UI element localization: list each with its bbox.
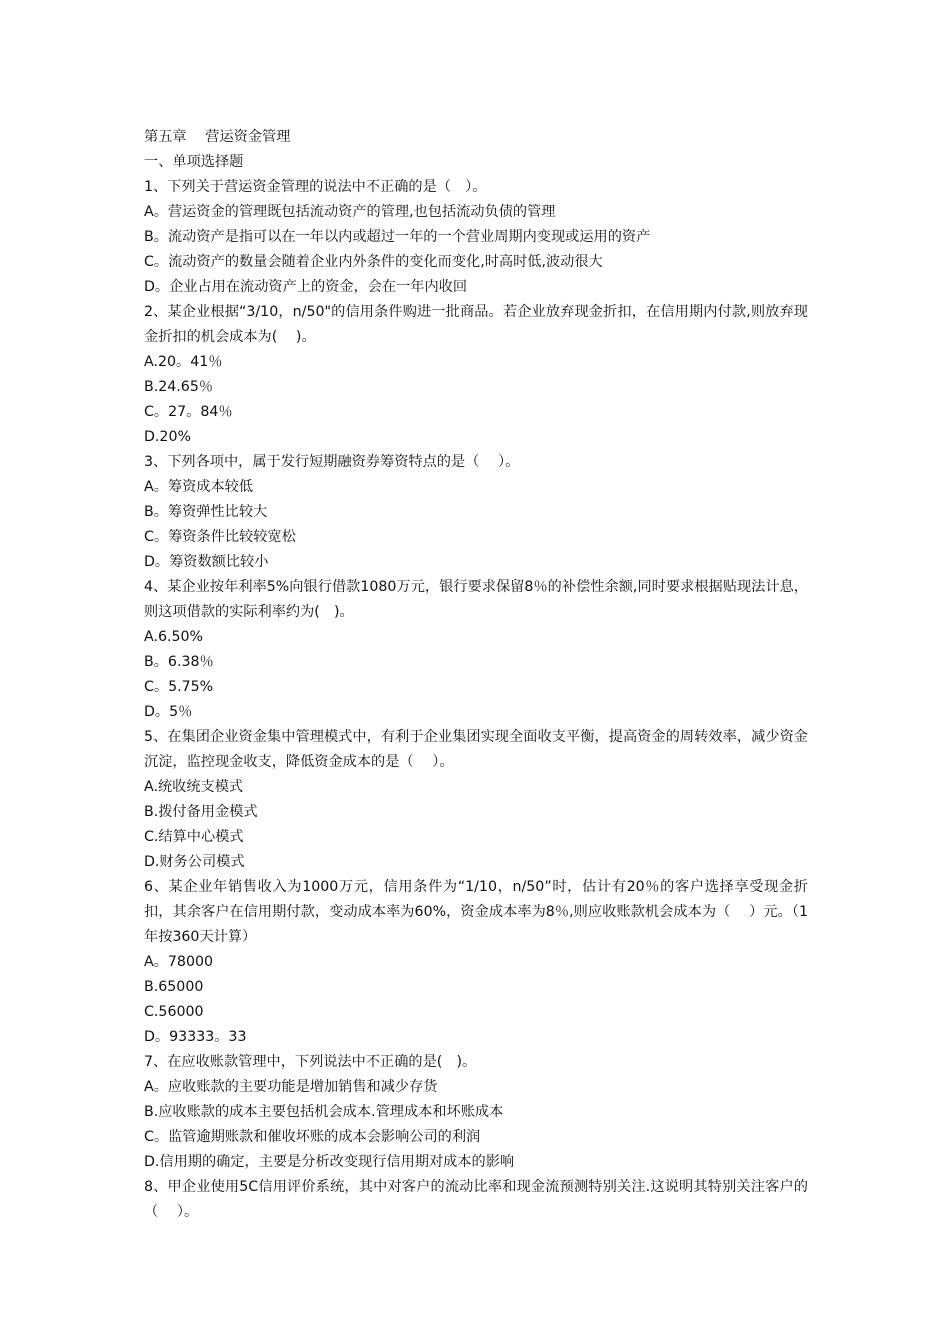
option: D。5％: [144, 704, 193, 720]
option: B。筹资弹性比较大: [144, 504, 268, 520]
question-stem: 5、在集团企业资金集中管理模式中，有利于企业集团实现全面收支平衡，提高资金的周转效率，减少资金沉淀，监控现金收支，降低资金成本的是（ ）。: [144, 729, 808, 770]
option: D.20%: [144, 429, 191, 445]
option: A。应收账款的主要功能是增加销售和减少存货: [144, 1079, 438, 1095]
option: A.20。41％: [144, 354, 223, 370]
option: A。营运资金的管理既包括流动资产的管理,也包括流动负债的管理: [144, 204, 556, 220]
option: B.65000: [144, 979, 204, 995]
option: D。93333。33: [144, 1029, 247, 1045]
option: B。流动资产是指可以在一年以内或超过一年的一个营业周期内变现或运用的资产: [144, 229, 651, 245]
option: D.信用期的确定，主要是分析改变现行信用期对成本的影响: [144, 1154, 515, 1170]
option: C。监管逾期账款和催收坏账的成本会影响公司的利润: [144, 1129, 481, 1145]
question-stem: 4、某企业按年利率5%向银行借款1080万元，银行要求保留8％的补偿性余额,同时要求根据贴现法计息，则这项借款的实际利率约为( )。: [144, 579, 808, 620]
option: B.应收账款的成本主要包括机会成本.管理成本和坏账成本: [144, 1104, 504, 1120]
option: A.统收统支模式: [144, 779, 244, 795]
question-stem: 8、甲企业使用5C信用评价系统，其中对客户的流动比率和现金流预测特别关注.这说明其特别关注客户的（ ）。: [144, 1179, 808, 1220]
option: C。5.75%: [144, 679, 214, 695]
question-stem: 3、下列各项中，属于发行短期融资券筹资特点的是（ ）。: [144, 454, 520, 470]
option: A.6.50%: [144, 629, 204, 645]
option: C.结算中心模式: [144, 829, 244, 845]
option: B.拨付备用金模式: [144, 804, 258, 820]
question-stem: 2、某企业根据“3/10，n/50"的信用条件购进一批商品。若企业放弃现金折扣，在信用期内付款,则放弃现金折扣的机会成本为( )。: [144, 304, 808, 345]
document-body: [144, 125, 808, 1225]
option: C.56000: [144, 1004, 204, 1020]
question-stem: 6、某企业年销售收入为1000万元，信用条件为“1/10，n/50”时，估计有20％的客户选择享受现金折扣，其余客户在信用期付款，变动成本率为60%，资金成本率为8％,则应收账款机会成本为（ ）元。（1年按360天计算）: [144, 879, 808, 945]
chapter-title: 第五章 营运资金管理: [144, 129, 291, 145]
option: A。78000: [144, 954, 214, 970]
section-title: 一、单项选择题: [144, 154, 244, 170]
option: A。筹资成本较低: [144, 479, 254, 495]
option: C。筹资条件比较较宽松: [144, 529, 296, 545]
question-stem: 7、在应收账款管理中，下列说法中不正确的是( )。: [144, 1054, 477, 1070]
option: D。筹资数额比较小: [144, 554, 269, 570]
option: D.财务公司模式: [144, 854, 245, 870]
question-stem: 1、下列关于营运资金管理的说法中不正确的是（ ）。: [144, 179, 487, 195]
option: C。27。84％: [144, 404, 233, 420]
option: B.24.65％: [144, 379, 214, 395]
option: B。6.38％: [144, 654, 214, 670]
option: C。流动资产的数量会随着企业内外条件的变化而变化,时高时低,波动很大: [144, 254, 603, 270]
option: D。企业占用在流动资产上的资金，会在一年内收回: [144, 279, 468, 295]
